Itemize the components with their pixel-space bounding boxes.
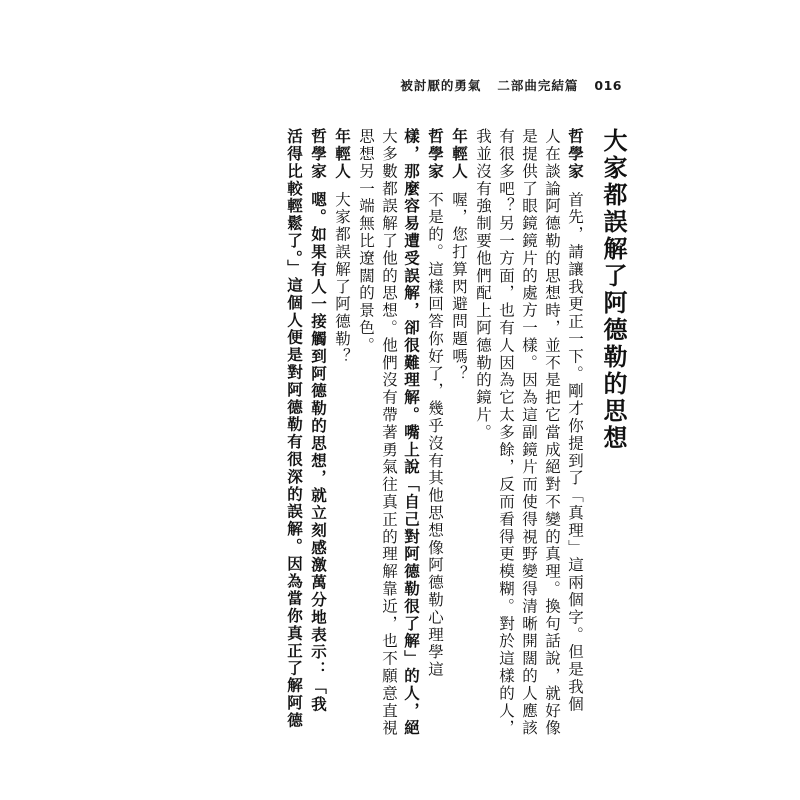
text-column-8	[404, 128, 420, 738]
chapter-title: 大家都誤解了阿德勒的思想	[599, 128, 628, 452]
header-section-title: 二部曲完結篇	[497, 78, 579, 93]
text-column-11	[334, 128, 351, 738]
speaker-label: 哲學家	[426, 128, 445, 181]
text-column-9	[381, 128, 397, 738]
column-text: 思想另一端無比遼闊的景色。	[357, 128, 375, 355]
page-number: 016	[594, 78, 622, 93]
column-text: 是提供了眼鏡鏡片的處方一樣。因為這副鏡片而使得視野變得清晰開闊的人應該	[520, 128, 538, 737]
text-column-1	[567, 128, 584, 738]
vertical-text-body	[120, 128, 628, 738]
column-text: 我並沒有強制要他們配上阿德勒的鏡片。	[474, 128, 492, 442]
speaker-label: 年輕人	[450, 128, 469, 181]
speaker-label: 哲學家	[566, 128, 585, 181]
column-text: 嗯。如果有人一接觸到阿德勒的思想，就立刻感激萬分地表示：「我	[309, 191, 328, 714]
speaker-label: 年輕人	[333, 128, 352, 181]
header-book-title: 被討厭的勇氣	[400, 78, 482, 93]
text-column-4	[498, 128, 514, 738]
text-column-7	[427, 128, 444, 738]
column-text: 大多數都誤解了他的思想。他們沒有帶著勇氣往真正的理解靠近，也不願意直視	[380, 128, 398, 737]
page-header	[400, 76, 622, 94]
speaker-label: 哲學家	[309, 128, 328, 181]
column-text: 活得比較輕鬆了。」這個人便是對阿德勒有很深的誤解。因為當你真正了解阿德	[285, 128, 304, 730]
column-text: 首先，請讓我更正一下。剛才你提到了「真理」這兩個字。但是我個	[566, 191, 584, 714]
text-column-13	[286, 128, 303, 738]
column-text: 有很多吧？另一方面，也有人因為它太多餘，反而看得更模糊。對於這樣的人，	[497, 128, 515, 737]
text-column-10	[358, 128, 374, 738]
column-text: 大家都誤解了阿德勒？	[333, 191, 351, 366]
text-column-2	[544, 128, 560, 738]
text-column-12	[310, 128, 327, 738]
column-text: 樣，那麼容易遭受誤解，卻很難理解。嘴上說「自己對阿德勒很了解」的人，絕	[402, 128, 421, 737]
text-column-5	[475, 128, 491, 738]
text-column-6	[451, 128, 468, 738]
column-text: 喔，您打算閃避問題嗎？	[450, 191, 468, 383]
column-text: 不是的。這樣回答你好了，幾乎沒有其他思想像阿德勒心理學這	[426, 191, 444, 679]
column-text: 人在談論阿德勒的思想時，並不是把它當成絕對不變的真理。換句話說，就好像	[543, 128, 561, 737]
text-column-3	[521, 128, 537, 738]
